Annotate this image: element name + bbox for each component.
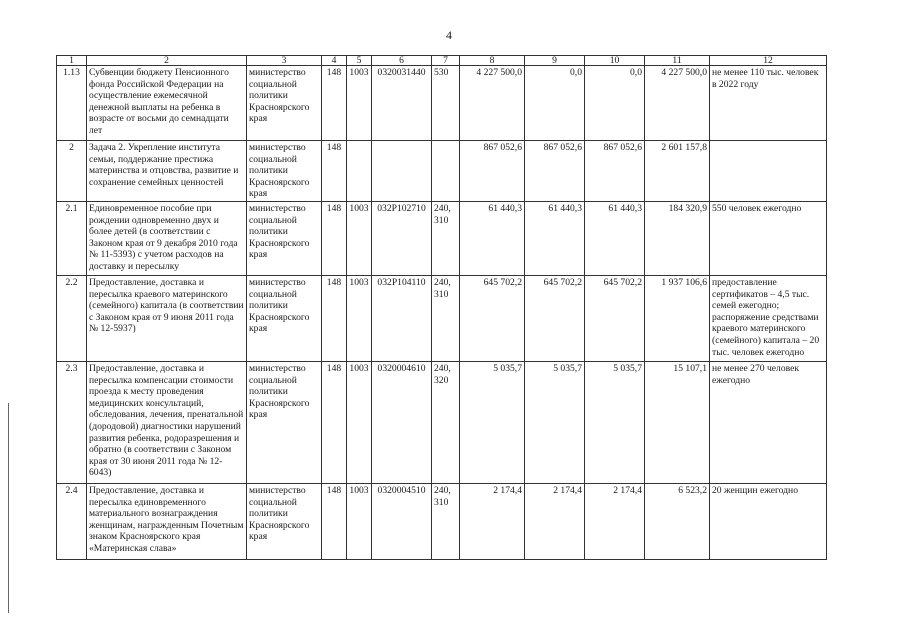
column-header: 11 <box>645 56 710 66</box>
row-number: 2.3 <box>57 361 87 483</box>
vr-code: 530 <box>432 66 460 141</box>
column-header: 10 <box>585 56 645 66</box>
table-row <box>57 275 827 361</box>
amount-year-1: 4 227 500,0 <box>460 66 525 141</box>
column-header: 6 <box>372 56 432 66</box>
rzpr-code: 1003 <box>347 361 372 483</box>
grbs-code: 148 <box>322 141 347 202</box>
table-row <box>57 141 827 202</box>
agency: министерство социальной политики Красноярского края <box>247 361 322 483</box>
column-header: 8 <box>460 56 525 66</box>
amount-year-2: 867 052,6 <box>525 141 585 202</box>
amount-total: 4 227 500,0 <box>645 66 710 141</box>
agency: министерство социальной политики Красноярского края <box>247 201 322 275</box>
grbs-code: 148 <box>322 275 347 361</box>
agency: министерство социальной политики Красноярского края <box>247 66 322 141</box>
csr-code: 0320004510 <box>372 483 432 559</box>
measure-name: Субвенции бюджету Пенсионного фонда Российской Федерации на осуществление ежемесячной денежной выплаты на ребенка в возрасте от восьми до семнадцати лет <box>87 66 247 141</box>
rzpr-code: 1003 <box>347 275 372 361</box>
measure-name: Единовременное пособие при рождении одновременно двух и более детей (в соответствии с Законом края от 9 декабря 2010 года № 11-5393) с учетом расходов на доставку и пересылку <box>87 201 247 275</box>
amount-year-2: 645 702,2 <box>525 275 585 361</box>
amount-total: 1 937 106,6 <box>645 275 710 361</box>
agency: министерство социальной политики Красноярского края <box>247 275 322 361</box>
measure-name: Предоставление, доставка и пересылка краевого материнского (семейного) капитала (в соответствии с Законом края от 9 июня 2011 года № 12-5937) <box>87 275 247 361</box>
expected-result: не менее 110 тыс. человек в 2022 году <box>710 66 827 141</box>
amount-year-3: 2 174,4 <box>585 483 645 559</box>
amount-year-2: 2 174,4 <box>525 483 585 559</box>
amount-total: 15 107,1 <box>645 361 710 483</box>
amount-total: 2 601 157,8 <box>645 141 710 202</box>
grbs-code: 148 <box>322 66 347 141</box>
column-header: 3 <box>247 56 322 66</box>
rzpr-code: 1003 <box>347 483 372 559</box>
csr-code: 032Р104110 <box>372 275 432 361</box>
amount-year-3: 0,0 <box>585 66 645 141</box>
column-header: 4 <box>322 56 347 66</box>
agency: министерство социальной политики Красноярского края <box>247 141 322 202</box>
amount-year-1: 867 052,6 <box>460 141 525 202</box>
vr-code: 240, 310 <box>432 483 460 559</box>
amount-year-1: 5 035,7 <box>460 361 525 483</box>
margin-line <box>8 403 9 613</box>
page-number: 4 <box>446 28 452 42</box>
grbs-code: 148 <box>322 361 347 483</box>
amount-year-3: 5 035,7 <box>585 361 645 483</box>
amount-year-1: 2 174,4 <box>460 483 525 559</box>
column-header: 1 <box>57 56 87 66</box>
csr-code: 0320004610 <box>372 361 432 483</box>
expected-result: предоставление сертификатов – 4,5 тыс. семей ежегодно; распоряжение средствами краевого материнского (семейного) капитала – 20 тыс. человек ежегодно <box>710 275 827 361</box>
csr-code: 032Р102710 <box>372 201 432 275</box>
measure-name: Предоставление, доставка и пересылка компенсации стоимости проезда к месту проведения медицинских консультаций, обследования, лечения, пренатальной (дородовой) диагностики нарушений развития ребенка, родоразрешения и обратно (в соответствии с Законом края от 30 июня 2011 года № 12-6043) <box>87 361 247 483</box>
amount-total: 6 523,2 <box>645 483 710 559</box>
column-header: 2 <box>87 56 247 66</box>
row-number: 2 <box>57 141 87 202</box>
amount-year-2: 0,0 <box>525 66 585 141</box>
column-header: 7 <box>432 56 460 66</box>
vr-code: 240, 310 <box>432 201 460 275</box>
program-table <box>56 55 827 560</box>
agency: министерство социальной политики Красноярского края <box>247 483 322 559</box>
expected-result: 20 женщин ежегодно <box>710 483 827 559</box>
row-number: 2.4 <box>57 483 87 559</box>
column-header: 5 <box>347 56 372 66</box>
rzpr-code: 1003 <box>347 201 372 275</box>
amount-year-3: 867 052,6 <box>585 141 645 202</box>
expected-result: 550 человек ежегодно <box>710 201 827 275</box>
vr-code: 240, 310 <box>432 275 460 361</box>
row-number: 2.1 <box>57 201 87 275</box>
amount-year-1: 645 702,2 <box>460 275 525 361</box>
vr-code: 240, 320 <box>432 361 460 483</box>
rzpr-code: 1003 <box>347 66 372 141</box>
column-number-row <box>57 56 827 66</box>
column-header: 12 <box>710 56 827 66</box>
amount-year-1: 61 440,3 <box>460 201 525 275</box>
csr-code: 0320031440 <box>372 66 432 141</box>
table-row <box>57 483 827 559</box>
table-row <box>57 361 827 483</box>
measure-name: Задача 2. Укрепление института семьи, поддержание престижа материнства и отцовства, развитие и сохранение семейных ценностей <box>87 141 247 202</box>
row-number: 2.2 <box>57 275 87 361</box>
column-header: 9 <box>525 56 585 66</box>
expected-result <box>710 141 827 202</box>
table-row <box>57 66 827 141</box>
table-row <box>57 201 827 275</box>
csr-code <box>372 141 432 202</box>
grbs-code: 148 <box>322 483 347 559</box>
amount-year-2: 5 035,7 <box>525 361 585 483</box>
amount-year-3: 61 440,3 <box>585 201 645 275</box>
amount-year-3: 645 702,2 <box>585 275 645 361</box>
expected-result: не менее 270 человек ежегодно <box>710 361 827 483</box>
amount-total: 184 320,9 <box>645 201 710 275</box>
vr-code <box>432 141 460 202</box>
row-number: 1.13 <box>57 66 87 141</box>
measure-name: Предоставление, доставка и пересылка единовременного материального вознаграждения женщинам, награжденным Почетным знаком Красноярского края «Материнская слава» <box>87 483 247 559</box>
grbs-code: 148 <box>322 201 347 275</box>
amount-year-2: 61 440,3 <box>525 201 585 275</box>
rzpr-code <box>347 141 372 202</box>
